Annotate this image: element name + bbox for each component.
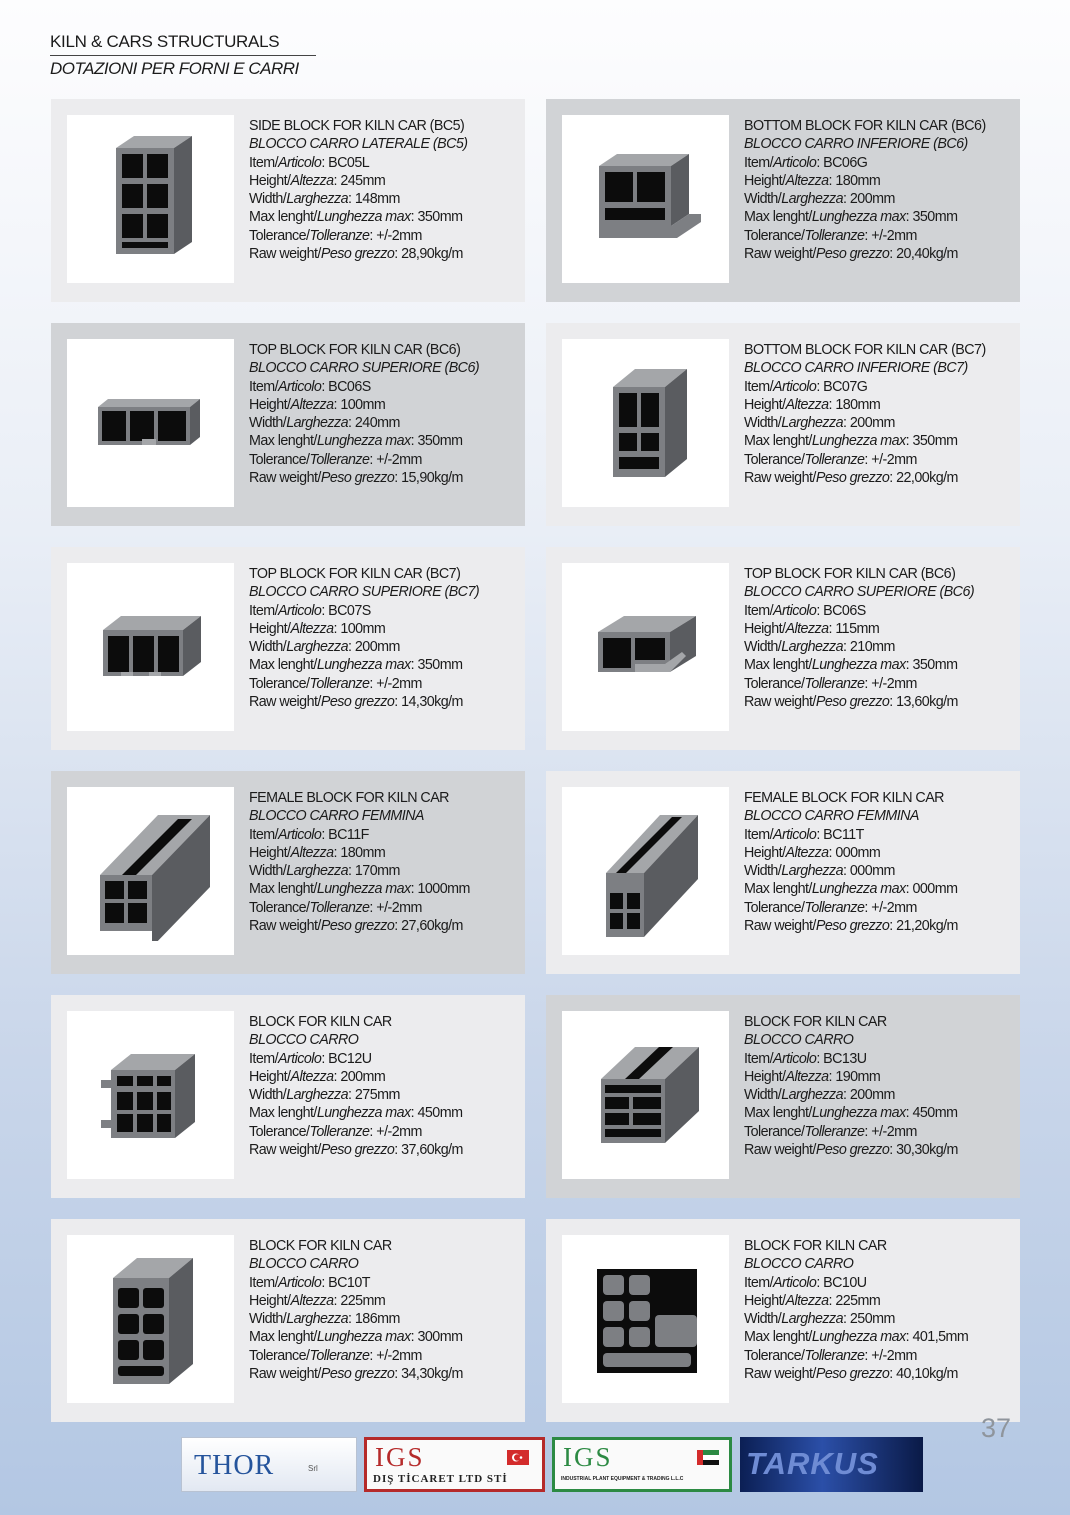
page-subtitle: DOTAZIONI PER FORNI E CARRI <box>50 59 299 78</box>
tarkus-logo <box>740 1437 923 1492</box>
spec-height: Height/Altezza: 190mm <box>744 1068 881 1085</box>
product-title: SIDE BLOCK FOR KILN CAR (BC5) <box>249 118 465 134</box>
spec-width: Width/Larghezza: 200mm <box>744 415 895 432</box>
product-title-it: BLOCCO CARRO SUPERIORE (BC6) <box>744 584 975 601</box>
product-card <box>51 99 525 302</box>
spec-raw-weight: Raw weight/Peso grezzo: 21,20kg/m <box>744 918 958 935</box>
thor-logo-srl: Srl <box>308 1464 318 1473</box>
page-title: KILN & CARS STRUCTURALS <box>50 32 316 56</box>
product-card <box>546 99 1020 302</box>
spec-width: Width/Larghezza: 148mm <box>249 191 400 208</box>
product-image <box>67 1235 234 1403</box>
profile-bc07g-icon <box>591 363 701 483</box>
product-image <box>67 339 234 507</box>
product-card <box>51 995 525 1198</box>
product-title: FEMALE BLOCK FOR KILN CAR <box>249 790 449 806</box>
spec-width: Width/Larghezza: 275mm <box>249 1087 400 1104</box>
spec-width: Width/Larghezza: 170mm <box>249 863 400 880</box>
spec-max-length: Max lenght/Lunghezza max: 350mm <box>744 657 958 674</box>
spec-raw-weight: Raw weight/Peso grezzo: 28,90kg/m <box>249 246 463 263</box>
spec-tolerance: Tolerance/Tolleranze: +/-2mm <box>744 675 917 692</box>
spec-item: Item/Articolo: BC11F <box>249 826 369 843</box>
turkey-flag-icon <box>507 1450 529 1465</box>
igs-uae-logo-subtitle: INDUSTRIAL PLANT EQUIPMENT & TRADING L.L.C <box>561 1476 684 1482</box>
product-card <box>546 995 1020 1198</box>
igs-uae-logo <box>552 1437 732 1492</box>
profile-bc05l-icon <box>96 134 206 264</box>
spec-tolerance: Tolerance/Tolleranze: +/-2mm <box>249 1123 422 1140</box>
product-card <box>546 323 1020 526</box>
spec-height: Height/Altezza: 200mm <box>249 1068 386 1085</box>
spec-tolerance: Tolerance/Tolleranze: +/-2mm <box>249 675 422 692</box>
product-title-it: BLOCCO CARRO <box>249 1256 359 1273</box>
spec-height: Height/Altezza: 180mm <box>249 844 386 861</box>
spec-width: Width/Larghezza: 200mm <box>744 1087 895 1104</box>
product-title: FEMALE BLOCK FOR KILN CAR <box>744 790 944 806</box>
tarkus-logo-text: TARKUS <box>746 1446 879 1481</box>
thor-logo <box>181 1437 357 1492</box>
spec-item: Item/Articolo: BC06G <box>744 154 868 171</box>
thor-logo-text: THOR <box>194 1450 275 1481</box>
igs-uae-logo-text: IGS <box>563 1442 613 1472</box>
product-title: BOTTOM BLOCK FOR KILN CAR (BC7) <box>744 342 986 358</box>
spec-item: Item/Articolo: BC05L <box>249 154 370 171</box>
product-image <box>562 563 729 731</box>
product-card <box>546 547 1020 750</box>
product-title: TOP BLOCK FOR KILN CAR (BC6) <box>744 566 956 582</box>
spec-max-length: Max lenght/Lunghezza max: 401,5mm <box>744 1329 969 1346</box>
product-card <box>546 771 1020 974</box>
spec-height: Height/Altezza: 180mm <box>744 396 881 413</box>
spec-max-length: Max lenght/Lunghezza max: 450mm <box>744 1105 958 1122</box>
spec-item: Item/Articolo: BC06S <box>249 378 371 395</box>
spec-width: Width/Larghezza: 210mm <box>744 639 895 656</box>
spec-tolerance: Tolerance/Tolleranze: +/-2mm <box>744 1347 917 1364</box>
spec-height: Height/Altezza: 100mm <box>249 620 386 637</box>
profile-bc06s-alt-icon <box>586 602 706 692</box>
spec-raw-weight: Raw weight/Peso grezzo: 27,60kg/m <box>249 918 463 935</box>
product-image <box>562 339 729 507</box>
spec-raw-weight: Raw weight/Peso grezzo: 20,40kg/m <box>744 246 958 263</box>
spec-height: Height/Altezza: 225mm <box>744 1292 881 1309</box>
spec-width: Width/Larghezza: 250mm <box>744 1311 895 1328</box>
uae-flag-icon <box>697 1450 719 1465</box>
spec-item: Item/Articolo: BC12U <box>249 1050 372 1067</box>
product-specs <box>249 1237 521 1383</box>
spec-tolerance: Tolerance/Tolleranze: +/-2mm <box>744 899 917 916</box>
product-specs <box>744 565 1016 711</box>
spec-raw-weight: Raw weight/Peso grezzo: 30,30kg/m <box>744 1142 958 1159</box>
spec-width: Width/Larghezza: 200mm <box>744 191 895 208</box>
product-specs <box>744 1237 1016 1383</box>
product-title: BLOCK FOR KILN CAR <box>744 1014 887 1030</box>
profile-bc12u-icon <box>91 1040 211 1150</box>
igs-turkey-logo-subtitle: DIŞ TİCARET LTD STİ <box>373 1473 508 1485</box>
product-specs <box>744 117 1016 263</box>
spec-max-length: Max lenght/Lunghezza max: 000mm <box>744 881 958 898</box>
product-image <box>562 1011 729 1179</box>
product-title-it: BLOCCO CARRO <box>744 1032 854 1049</box>
product-title-it: BLOCCO CARRO SUPERIORE (BC7) <box>249 584 480 601</box>
product-specs <box>249 117 521 263</box>
igs-turkey-logo <box>364 1437 545 1492</box>
product-title-it: BLOCCO CARRO INFERIORE (BC7) <box>744 360 968 377</box>
spec-height: Height/Altezza: 225mm <box>249 1292 386 1309</box>
spec-item: Item/Articolo: BC07G <box>744 378 868 395</box>
profile-bc10t-icon <box>91 1244 211 1394</box>
spec-width: Width/Larghezza: 000mm <box>744 863 895 880</box>
spec-max-length: Max lenght/Lunghezza max: 350mm <box>249 433 463 450</box>
spec-height: Height/Altezza: 000mm <box>744 844 881 861</box>
profile-bc10u-icon <box>581 1249 711 1389</box>
spec-raw-weight: Raw weight/Peso grezzo: 15,90kg/m <box>249 470 463 487</box>
profile-bc07s-icon <box>91 602 211 692</box>
spec-item: Item/Articolo: BC07S <box>249 602 371 619</box>
product-card <box>51 1219 525 1422</box>
spec-tolerance: Tolerance/Tolleranze: +/-2mm <box>249 1347 422 1364</box>
product-image <box>67 563 234 731</box>
profile-bc06s-icon <box>86 393 216 453</box>
spec-raw-weight: Raw weight/Peso grezzo: 22,00kg/m <box>744 470 958 487</box>
page-number: 37 <box>981 1413 1012 1443</box>
profile-bc13u-icon <box>581 1035 711 1155</box>
spec-item: Item/Articolo: BC13U <box>744 1050 867 1067</box>
product-title: BLOCK FOR KILN CAR <box>744 1238 887 1254</box>
product-image <box>562 1235 729 1403</box>
product-title-it: BLOCCO CARRO INFERIORE (BC6) <box>744 136 968 153</box>
spec-max-length: Max lenght/Lunghezza max: 1000mm <box>249 881 470 898</box>
product-title: BLOCK FOR KILN CAR <box>249 1238 392 1254</box>
spec-width: Width/Larghezza: 240mm <box>249 415 400 432</box>
product-title: BOTTOM BLOCK FOR KILN CAR (BC6) <box>744 118 986 134</box>
product-title-it: BLOCCO CARRO SUPERIORE (BC6) <box>249 360 480 377</box>
spec-max-length: Max lenght/Lunghezza max: 300mm <box>249 1329 463 1346</box>
product-image <box>67 1011 234 1179</box>
product-image <box>562 115 729 283</box>
spec-item: Item/Articolo: BC10U <box>744 1274 867 1291</box>
spec-tolerance: Tolerance/Tolleranze: +/-2mm <box>744 227 917 244</box>
spec-raw-weight: Raw weight/Peso grezzo: 37,60kg/m <box>249 1142 463 1159</box>
spec-width: Width/Larghezza: 200mm <box>249 639 400 656</box>
product-title-it: BLOCCO CARRO FEMMINA <box>249 808 424 825</box>
profile-bc11f-icon <box>86 801 216 941</box>
spec-max-length: Max lenght/Lunghezza max: 350mm <box>744 209 958 226</box>
spec-max-length: Max lenght/Lunghezza max: 350mm <box>744 433 958 450</box>
profile-bc06g-icon <box>581 144 711 254</box>
product-specs <box>744 789 1016 935</box>
spec-item: Item/Articolo: BC11T <box>744 826 864 843</box>
spec-max-length: Max lenght/Lunghezza max: 350mm <box>249 657 463 674</box>
product-title-it: BLOCCO CARRO <box>249 1032 359 1049</box>
product-card <box>51 771 525 974</box>
product-title-it: BLOCCO CARRO <box>744 1256 854 1273</box>
product-card <box>546 1219 1020 1422</box>
product-specs <box>744 1013 1016 1159</box>
product-specs <box>744 341 1016 487</box>
spec-raw-weight: Raw weight/Peso grezzo: 13,60kg/m <box>744 694 958 711</box>
page-header <box>50 32 316 79</box>
profile-bc11t-icon <box>586 801 706 941</box>
product-specs <box>249 789 521 935</box>
product-title: TOP BLOCK FOR KILN CAR (BC7) <box>249 566 461 582</box>
spec-tolerance: Tolerance/Tolleranze: +/-2mm <box>744 451 917 468</box>
spec-height: Height/Altezza: 245mm <box>249 172 386 189</box>
product-specs <box>249 565 521 711</box>
product-specs <box>249 1013 521 1159</box>
spec-item: Item/Articolo: BC10T <box>249 1274 370 1291</box>
spec-raw-weight: Raw weight/Peso grezzo: 40,10kg/m <box>744 1366 958 1383</box>
spec-height: Height/Altezza: 115mm <box>744 620 880 637</box>
spec-raw-weight: Raw weight/Peso grezzo: 14,30kg/m <box>249 694 463 711</box>
spec-max-length: Max lenght/Lunghezza max: 450mm <box>249 1105 463 1122</box>
product-title: TOP BLOCK FOR KILN CAR (BC6) <box>249 342 461 358</box>
product-title-it: BLOCCO CARRO FEMMINA <box>744 808 919 825</box>
spec-raw-weight: Raw weight/Peso grezzo: 34,30kg/m <box>249 1366 463 1383</box>
product-specs <box>249 341 521 487</box>
spec-tolerance: Tolerance/Tolleranze: +/-2mm <box>249 899 422 916</box>
spec-tolerance: Tolerance/Tolleranze: +/-2mm <box>249 451 422 468</box>
product-card <box>51 547 525 750</box>
product-title: BLOCK FOR KILN CAR <box>249 1014 392 1030</box>
spec-height: Height/Altezza: 100mm <box>249 396 386 413</box>
spec-tolerance: Tolerance/Tolleranze: +/-2mm <box>744 1123 917 1140</box>
product-title-it: BLOCCO CARRO LATERALE (BC5) <box>249 136 468 153</box>
igs-turkey-logo-text: IGS <box>375 1442 425 1472</box>
product-image <box>67 787 234 955</box>
product-image <box>67 115 234 283</box>
spec-max-length: Max lenght/Lunghezza max: 350mm <box>249 209 463 226</box>
spec-height: Height/Altezza: 180mm <box>744 172 881 189</box>
product-image <box>562 787 729 955</box>
product-card <box>51 323 525 526</box>
spec-width: Width/Larghezza: 186mm <box>249 1311 400 1328</box>
spec-item: Item/Articolo: BC06S <box>744 602 866 619</box>
spec-tolerance: Tolerance/Tolleranze: +/-2mm <box>249 227 422 244</box>
